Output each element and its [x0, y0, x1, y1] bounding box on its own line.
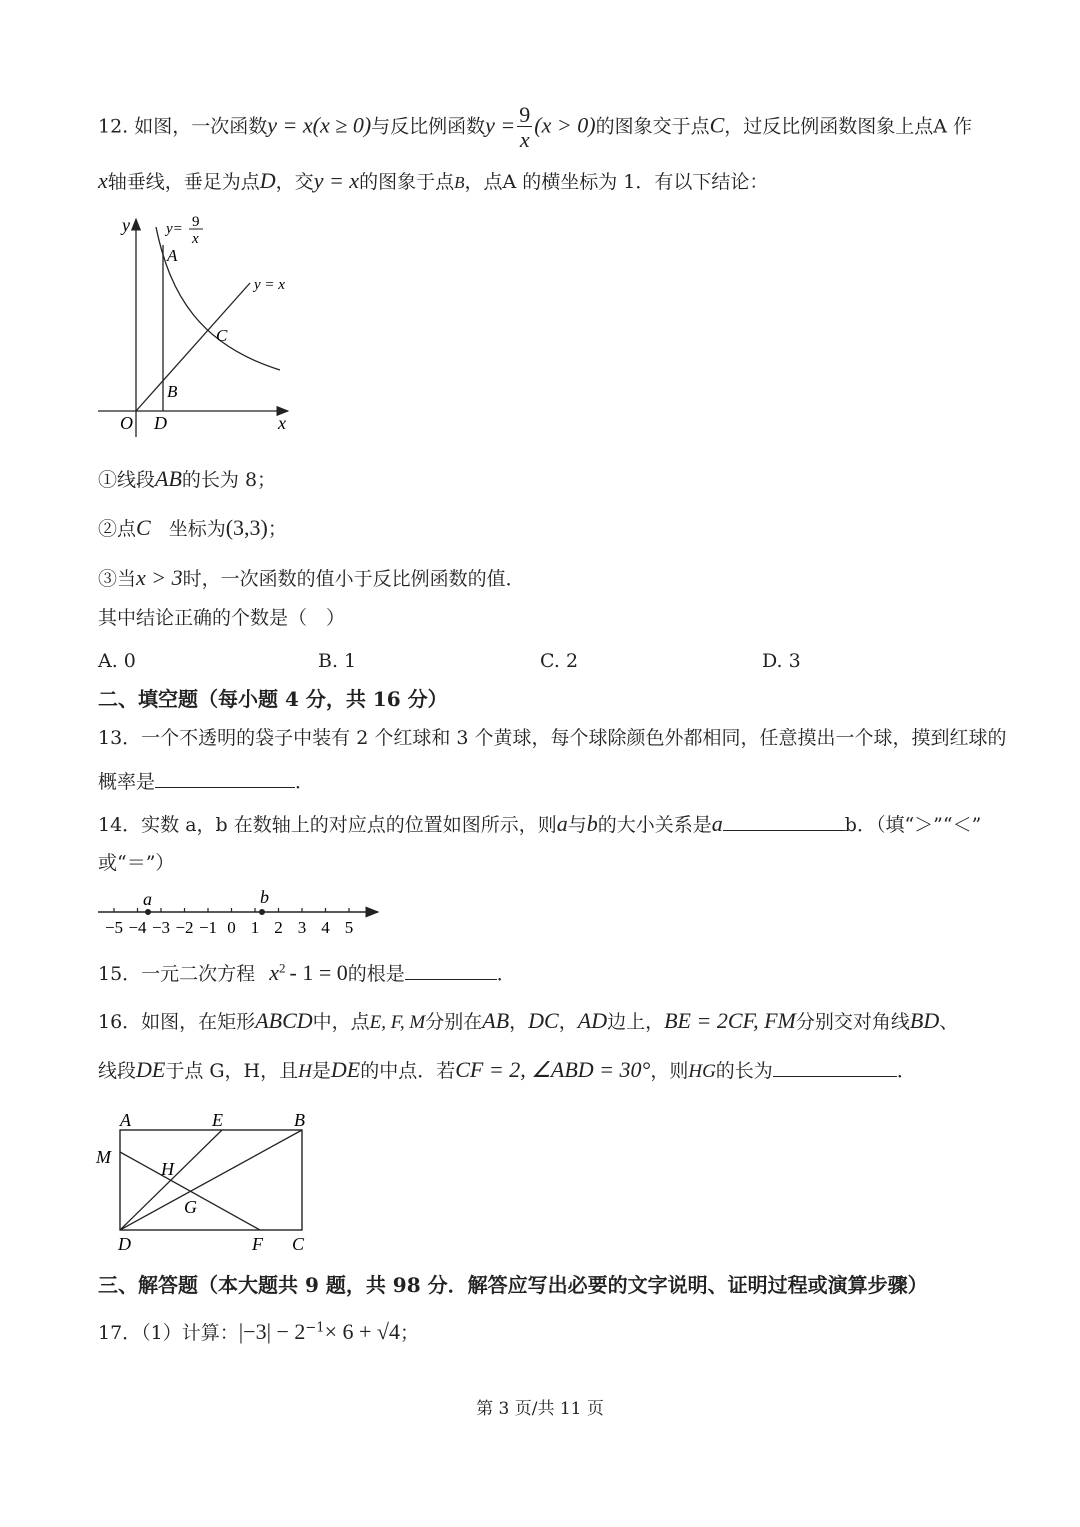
q16-text: ． [896, 1060, 916, 1082]
label-a: a [143, 889, 152, 909]
q16-text: 中，点 [312, 1011, 370, 1033]
option-c[interactable]: C. 2 [540, 650, 579, 672]
number-line-tick-label: 2 [274, 918, 283, 937]
label-d: D [154, 413, 167, 433]
inverse-function-domain: (x > 0) [534, 112, 596, 138]
line-y-eq-x: y = x [313, 168, 360, 193]
q12-text: ，交 [275, 171, 314, 193]
side-ab: AB [482, 1008, 510, 1033]
q12-text: ，过反比例函数图象上点A 作 [724, 115, 973, 138]
points-efm: E, F, M [369, 1012, 426, 1033]
q16-text: 16．如图，在矩形 [98, 1011, 256, 1033]
q16-line1 [98, 1008, 958, 1035]
condition-be-cf: BE = 2CF, FM [664, 1008, 796, 1033]
point-h: H [298, 1061, 312, 1082]
q12-line1 [98, 104, 972, 151]
conclusion-1 [98, 466, 276, 492]
point-c-coordinates: (3,3) [225, 515, 268, 540]
number-line-tick-label: 1 [250, 918, 260, 937]
point-a-dot [145, 909, 151, 915]
q15-text: 15．一元二次方程 [98, 963, 256, 985]
point-c: C [136, 515, 151, 540]
curve-label-den: x [192, 231, 199, 247]
number-line-tick-label: −1 [198, 918, 218, 937]
diagonal-bd: BD [909, 1008, 940, 1033]
q12-text: 如图，一次函数 [134, 115, 268, 138]
q12-number: 12. [98, 115, 129, 138]
label-h: H [161, 1159, 174, 1179]
conclusion-text: ③当 [98, 568, 137, 590]
q17-expression: × 6 + √4 [324, 1319, 400, 1344]
label-y: y [122, 215, 130, 235]
answer-blank-15[interactable] [405, 961, 497, 980]
number-line-tick-label: 0 [227, 918, 236, 937]
number-line [92, 885, 392, 941]
q13-text: ． [295, 771, 315, 793]
label-g: G [184, 1197, 197, 1217]
number-line-tick-label: −5 [104, 918, 124, 937]
q16-text: 分别在 [425, 1011, 483, 1033]
answer-blank-14[interactable] [723, 812, 845, 831]
inverse-function-lhs: y = [485, 112, 516, 138]
conclusion-text: ①线段 [98, 469, 156, 491]
eq-exponent: 2 [279, 960, 286, 976]
condition-cf-angle: CF = 2, ∠ABD = 30° [455, 1057, 651, 1082]
label-b: B [294, 1110, 305, 1130]
fraction-denominator: x [519, 127, 530, 152]
q13-line1: 13．一个不透明的袋子中装有 2 个红球和 3 个黄球，每个球除颜色外都相同，任意摸出一个球，摸到红球的 [98, 727, 1007, 749]
label-e: E [212, 1110, 223, 1130]
answer-blank-13[interactable] [155, 769, 295, 788]
eq-x: x [269, 960, 279, 985]
q17-expression: |−3| − 2 [238, 1319, 306, 1344]
q13-line2 [98, 769, 314, 794]
q15-line [98, 960, 516, 986]
condition-x-gt-3: x > 3 [136, 565, 183, 590]
side-dc: DC [528, 1008, 559, 1033]
var-b: b [586, 811, 598, 836]
label-a: A [120, 1110, 131, 1130]
q16-text: 于点 G，H，且 [165, 1060, 299, 1082]
q12-ask: 其中结论正确的个数是（ ） [98, 607, 346, 629]
conclusion-text: 的长为 8； [181, 469, 277, 491]
conclusion-3 [98, 565, 525, 591]
line-label: y = x [254, 277, 285, 293]
q16-text: 的中点．若 [360, 1060, 456, 1082]
q12-text: 与反比例函数 [371, 115, 486, 138]
var-a: a [711, 811, 723, 836]
q12-line2 [98, 168, 768, 194]
q17-text: ； [399, 1322, 419, 1344]
label-m: M [96, 1147, 111, 1167]
diagonal-bd [120, 1130, 302, 1230]
label-o: O [120, 413, 133, 433]
label-b: B [167, 382, 178, 401]
conclusion-text: ； [267, 518, 287, 540]
eq-rest: - 1 = 0 [289, 960, 348, 985]
q14-line2: 或“＝”） [98, 852, 175, 874]
fraction-9-over-x [517, 104, 532, 151]
point-c: C [709, 112, 725, 138]
answer-blank-16[interactable] [773, 1058, 897, 1077]
q14-text: 的大小关系是 [597, 814, 712, 836]
q12-text: ，点A 的横坐标为 1．有以下结论： [464, 171, 769, 193]
q16-text: 线段 [98, 1060, 137, 1082]
section-3-heading: 三、解答题（本大题共 9 题，共 98 分．解答应写出必要的文字说明、证明过程或演算步骤） [98, 1273, 928, 1297]
option-b[interactable]: B. 1 [318, 650, 357, 672]
q17-text: 17．（1）计算： [98, 1322, 239, 1344]
point-b: B [454, 173, 465, 192]
side-ad: AD [577, 1008, 608, 1033]
q16-text: 是 [311, 1060, 331, 1082]
q16-text: 、 [939, 1011, 959, 1033]
q16-text: ，则 [650, 1060, 689, 1082]
q12-text: 轴垂线，垂足为点 [107, 171, 260, 193]
number-line-tick-label: 5 [344, 918, 354, 937]
label-f: F [252, 1234, 263, 1254]
linear-function: y = x(x ≥ 0) [267, 112, 372, 138]
var-a: a [556, 811, 568, 836]
section-2-heading: 二、填空题（每小题 4 分，共 16 分） [98, 687, 448, 711]
label-d: D [118, 1234, 131, 1254]
label-x: x [278, 413, 286, 433]
q16-text: ， [558, 1011, 578, 1033]
label-c: C [216, 326, 228, 345]
label-b: b [260, 887, 269, 907]
label-c: C [292, 1234, 305, 1254]
number-line-tick-label: 3 [297, 918, 307, 937]
q16-text: 分别交对角线 [795, 1011, 910, 1033]
page-footer: 第 3 页/共 11 页 [476, 1399, 604, 1419]
q12-graph [90, 205, 310, 445]
q15-text: ． [496, 963, 516, 985]
segment-ab: AB [155, 466, 182, 491]
q14-line1 [98, 811, 981, 837]
conclusion-text: 时，一次函数的值小于反比例函数的值． [182, 568, 525, 590]
point-d: D [259, 168, 276, 193]
line-y-eq-x [136, 283, 250, 411]
number-line-tick-label: −2 [175, 918, 194, 937]
q14-text: b．（填“＞”“＜” [844, 814, 982, 836]
rect-abcd: ABCD [255, 1008, 313, 1033]
x-var: x [98, 168, 108, 193]
q13-text: 概率是 [98, 771, 156, 793]
q14-text: 与 [567, 814, 587, 836]
rectangle-figure [92, 1106, 322, 1254]
q17-line [98, 1319, 419, 1345]
option-a[interactable]: A. 0 [98, 650, 136, 672]
q16-text: 边上， [607, 1011, 665, 1033]
q16-text: 的长为 [715, 1060, 773, 1082]
conclusion-text: 坐标为 [168, 518, 226, 540]
number-line-tick-label: −3 [151, 918, 171, 937]
q14-text: 14．实数 a，b 在数轴上的对应点的位置如图所示，则 [98, 814, 557, 836]
fraction-numerator: 9 [519, 102, 531, 127]
option-d[interactable]: D. 3 [762, 650, 801, 672]
number-line-tick-label: −4 [128, 918, 147, 937]
segment-de: DE [330, 1057, 361, 1082]
conclusion-2 [98, 515, 287, 541]
number-line-tick-label: 4 [321, 918, 330, 937]
q17-exponent: −1 [305, 1320, 325, 1336]
label-a: A [167, 246, 178, 265]
q12-text: 的图象交于点 [595, 115, 710, 138]
point-b-dot [259, 909, 265, 915]
segment-hg: HG [688, 1061, 716, 1082]
curve-label: y= [166, 221, 183, 237]
q15-text: 的根是 [347, 963, 405, 985]
segment-de: DE [136, 1057, 166, 1082]
q16-text: ， [509, 1011, 529, 1033]
q12-text: 的图象于点 [359, 171, 455, 193]
conclusion-text: ②点 [98, 518, 137, 540]
q16-line2 [98, 1057, 916, 1084]
curve-label-num: 9 [192, 214, 200, 230]
